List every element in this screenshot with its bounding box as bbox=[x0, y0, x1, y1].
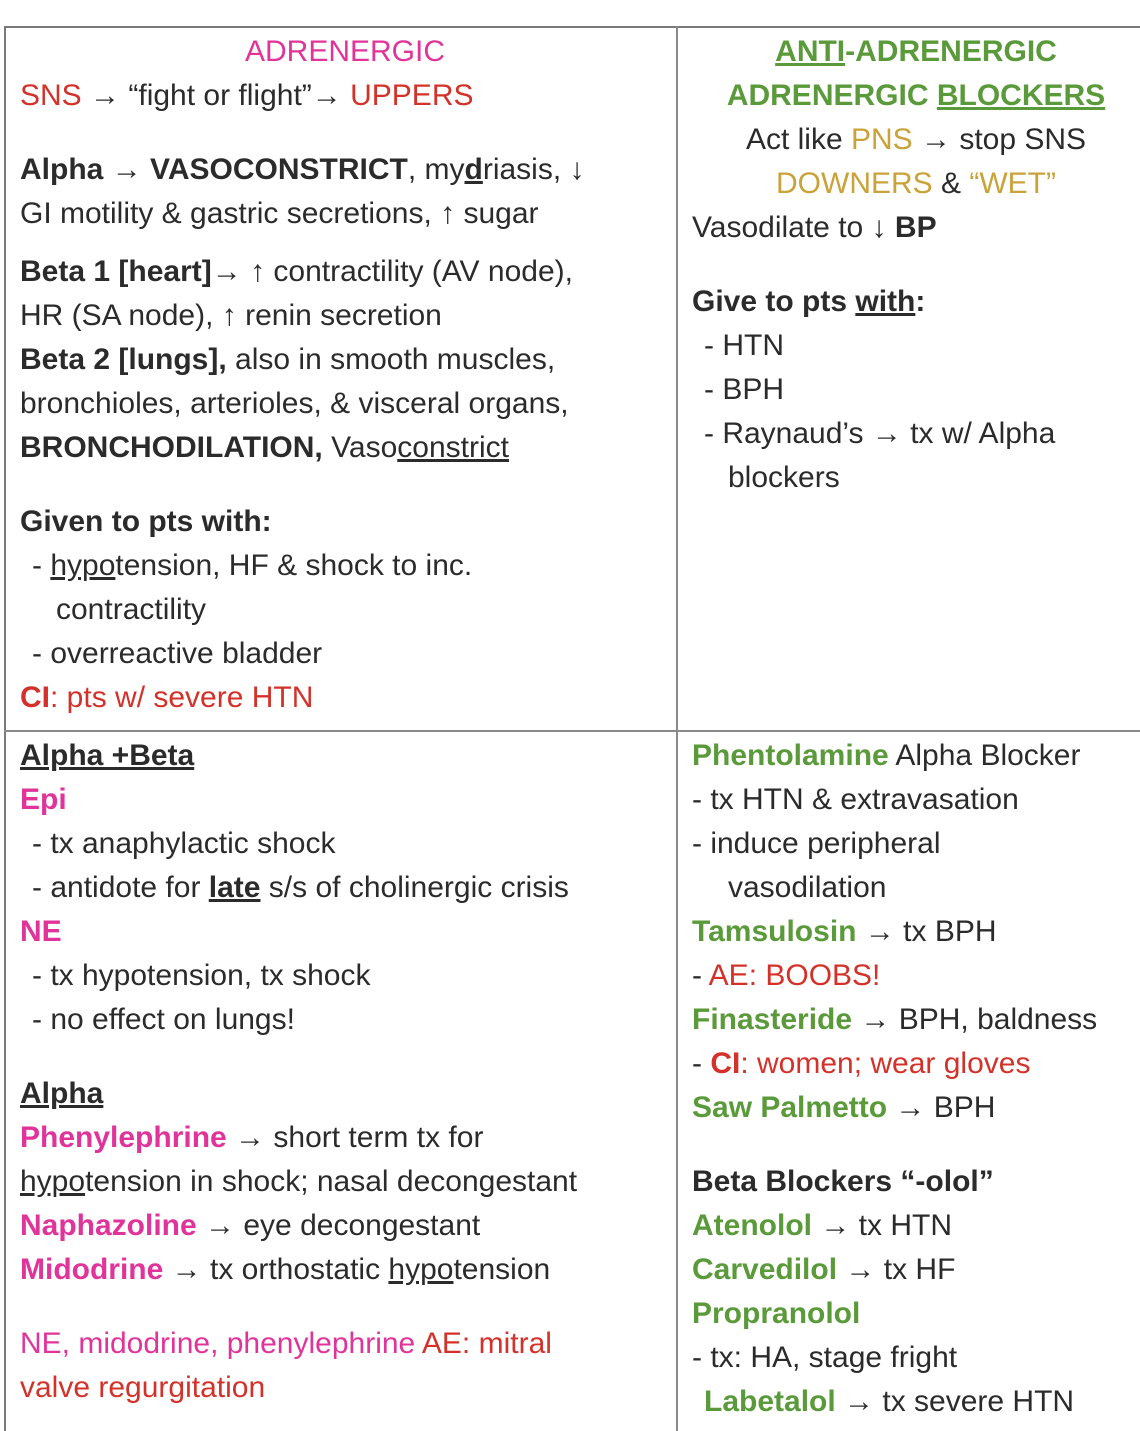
adrenergic-title: ADRENERGIC bbox=[244, 35, 446, 68]
cell-blocker-drugs bbox=[692, 734, 1140, 1424]
midodrine-line bbox=[20, 1248, 670, 1292]
alpha-label: Alpha bbox=[20, 153, 104, 186]
drug-propranolol: Propranolol bbox=[692, 1297, 861, 1330]
bullet: - bbox=[692, 959, 709, 992]
cell-adrenergic-drugs bbox=[20, 734, 670, 1410]
arrow-right-icon: → bbox=[111, 153, 142, 186]
anti-title: -ADRENERGIC bbox=[845, 35, 1057, 68]
act-line bbox=[692, 118, 1140, 162]
downers-line bbox=[692, 162, 1140, 206]
tamsulosin-line bbox=[692, 910, 1140, 954]
given-item bbox=[20, 544, 670, 588]
ci-label: CI bbox=[710, 1047, 741, 1080]
bullet: - bbox=[32, 549, 51, 582]
vasodilate-line bbox=[692, 206, 1140, 250]
sns-line bbox=[20, 74, 670, 118]
list-item: - no effect on lungs! bbox=[32, 1003, 295, 1036]
drug-tamsulosin: Tamsulosin bbox=[692, 915, 857, 948]
drug-carvedilol: Carvedilol bbox=[692, 1253, 838, 1286]
beta1-heart: [heart] bbox=[118, 255, 212, 288]
carvedilol-line bbox=[692, 1248, 1140, 1292]
arrow-right-icon: → bbox=[311, 79, 342, 112]
drug-phenylephrine: Phenylephrine bbox=[20, 1121, 227, 1154]
drug-epi: Epi bbox=[20, 783, 67, 816]
drug-labetalol: Labetalol bbox=[704, 1385, 836, 1418]
given-item-text: tension, HF & shock to inc. bbox=[115, 549, 473, 582]
blockers-subtitle: ADRENERGIC bbox=[726, 79, 937, 112]
list-item: - tx: HA, stage fright bbox=[692, 1341, 958, 1374]
given-heading: Given to pts with: bbox=[20, 505, 272, 538]
cell-title bbox=[20, 30, 670, 74]
bp-text: BP bbox=[894, 211, 937, 244]
ci-text: : women; wear gloves bbox=[740, 1047, 1031, 1080]
beta1-line bbox=[20, 250, 670, 294]
vasoconstrict-text: VASOCONSTRICT bbox=[150, 153, 408, 186]
labetalol-line bbox=[692, 1380, 1140, 1424]
give-heading-text: : bbox=[915, 285, 926, 318]
given-item-text: contractility bbox=[56, 593, 207, 626]
ae-text: AE: mitral bbox=[415, 1327, 552, 1360]
drug-midodrine: Midodrine bbox=[20, 1253, 164, 1286]
drug-finasteride: Finasteride bbox=[692, 1003, 853, 1036]
alpha-text: riasis, ↓ bbox=[482, 153, 585, 186]
ae-text: AE: BOOBS! bbox=[708, 959, 881, 992]
bronchodilation-text: BRONCHODILATION, bbox=[20, 431, 323, 464]
drug-phentolamine: Phentolamine bbox=[692, 739, 889, 772]
beta1-label: Beta 1 bbox=[20, 255, 111, 288]
drug-naphazoline: Naphazoline bbox=[20, 1209, 197, 1242]
vaso-text: constrict bbox=[397, 431, 509, 464]
alpha-line bbox=[20, 148, 670, 192]
phentolamine-line bbox=[692, 734, 1140, 778]
drug-text: hypo bbox=[388, 1253, 454, 1286]
drug-text: Alpha Blocker bbox=[888, 739, 1081, 772]
cell-subtitle bbox=[692, 74, 1140, 118]
phenylephrine-line bbox=[20, 1116, 670, 1160]
drug-text: → tx HF bbox=[837, 1253, 956, 1286]
drug-text: → eye decongestant bbox=[196, 1209, 481, 1242]
finasteride-line bbox=[692, 998, 1140, 1042]
drug-text: → tx severe HTN bbox=[835, 1385, 1075, 1418]
given-item: - overreactive bladder bbox=[32, 637, 323, 670]
ci-line bbox=[20, 676, 670, 720]
atenolol-line bbox=[692, 1204, 1140, 1248]
phenylephrine-line2 bbox=[20, 1160, 670, 1204]
list-item-text: late bbox=[208, 871, 261, 904]
drug-text: → tx BPH bbox=[856, 915, 997, 948]
ci-text: : pts w/ severe HTN bbox=[50, 681, 314, 714]
list-item: - tx hypotension, tx shock bbox=[32, 959, 371, 992]
list-item: - tx HTN & extravasation bbox=[692, 783, 1019, 816]
list-item-text: - antidote for bbox=[32, 871, 209, 904]
drug-text: tension in shock; nasal decongestant bbox=[85, 1165, 578, 1198]
beta2-text: also in smooth muscles, bbox=[226, 343, 556, 376]
cell-title bbox=[692, 30, 1140, 74]
anti-title: ANTI bbox=[775, 35, 846, 68]
alpha-text: , my bbox=[407, 153, 465, 186]
drug-text: tension bbox=[453, 1253, 551, 1286]
amp-text: & bbox=[932, 167, 970, 200]
sns-text: “fight or flight” bbox=[128, 79, 312, 112]
list-item-text: s/s of cholinergic crisis bbox=[260, 871, 569, 904]
alpha-text-line2: GI motility & gastric secretions, ↑ sugar bbox=[20, 197, 539, 230]
drug-text: → BPH, baldness bbox=[852, 1003, 1098, 1036]
list-item bbox=[20, 866, 670, 910]
drug-ne: NE bbox=[20, 915, 62, 948]
cell-anti-adrenergic bbox=[692, 30, 1140, 500]
list-item: - HTN bbox=[704, 329, 784, 362]
give-heading-text: with bbox=[855, 285, 916, 318]
drug-text: hypo bbox=[20, 1165, 86, 1198]
list-item: - tx anaphylactic shock bbox=[32, 827, 336, 860]
column-divider bbox=[676, 26, 678, 1431]
finasteride-ci bbox=[692, 1042, 1140, 1086]
beta1-text-line2: HR (SA node), ↑ renin secretion bbox=[20, 299, 442, 332]
give-heading bbox=[692, 280, 1140, 324]
blockers-subtitle: BLOCKERS bbox=[936, 79, 1106, 112]
drug-text: → tx orthostatic bbox=[163, 1253, 389, 1286]
sns-label: SNS bbox=[20, 79, 82, 112]
beta-blockers-heading: Beta Blockers “-olol” bbox=[692, 1165, 994, 1198]
naphazoline-line bbox=[20, 1204, 670, 1248]
cell-adrenergic bbox=[20, 30, 670, 720]
alpha-heading: Alpha bbox=[20, 1077, 104, 1110]
alpha-text: d bbox=[464, 153, 483, 186]
ae-drugs: NE, midodrine, phenylephrine bbox=[20, 1327, 416, 1360]
list-item: blockers bbox=[728, 461, 840, 494]
drug-text: → short term tx for bbox=[226, 1121, 484, 1154]
uppers-label: UPPERS bbox=[350, 79, 474, 112]
ae-line bbox=[20, 1322, 670, 1366]
list-item: vasodilation bbox=[728, 871, 887, 904]
list-item: - BPH bbox=[704, 373, 785, 406]
broncho-line bbox=[20, 426, 670, 470]
pns-label: PNS bbox=[850, 123, 913, 156]
drug-text: → tx HTN bbox=[812, 1209, 952, 1242]
drug-text: → BPH bbox=[887, 1091, 996, 1124]
drug-atenolol: Atenolol bbox=[692, 1209, 812, 1242]
act-text: → stop SNS bbox=[912, 123, 1087, 156]
bullet: - bbox=[692, 1047, 711, 1080]
tamsulosin-ae bbox=[692, 954, 1140, 998]
wet-label: “WET” bbox=[969, 167, 1056, 200]
beta2-text-line2: bronchioles, arterioles, & visceral organs, bbox=[20, 387, 569, 420]
beta1-text: → ↑ contractility (AV node), bbox=[211, 255, 573, 288]
give-heading-text: Give to pts bbox=[692, 285, 856, 318]
arrow-right-icon: → bbox=[90, 79, 121, 112]
drug-saw-palmetto: Saw Palmetto bbox=[692, 1091, 888, 1124]
saw-palmetto-line bbox=[692, 1086, 1140, 1130]
beta2-line bbox=[20, 338, 670, 382]
list-item: - Raynaud’s → tx w/ Alpha bbox=[704, 417, 1056, 450]
vasodilate-text: Vasodilate to ↓ bbox=[692, 211, 895, 244]
vaso-text: Vaso bbox=[322, 431, 398, 464]
row-divider bbox=[4, 730, 1140, 732]
list-item: - induce peripheral bbox=[692, 827, 941, 860]
act-text: Act like bbox=[745, 123, 851, 156]
downers-label: DOWNERS bbox=[776, 167, 933, 200]
ae-text: valve regurgitation bbox=[20, 1371, 266, 1404]
beta2-label: Beta 2 [lungs], bbox=[20, 343, 227, 376]
ci-label: CI bbox=[20, 681, 50, 714]
alpha-beta-heading: Alpha +Beta bbox=[20, 739, 195, 772]
given-item-text: hypo bbox=[50, 549, 116, 582]
